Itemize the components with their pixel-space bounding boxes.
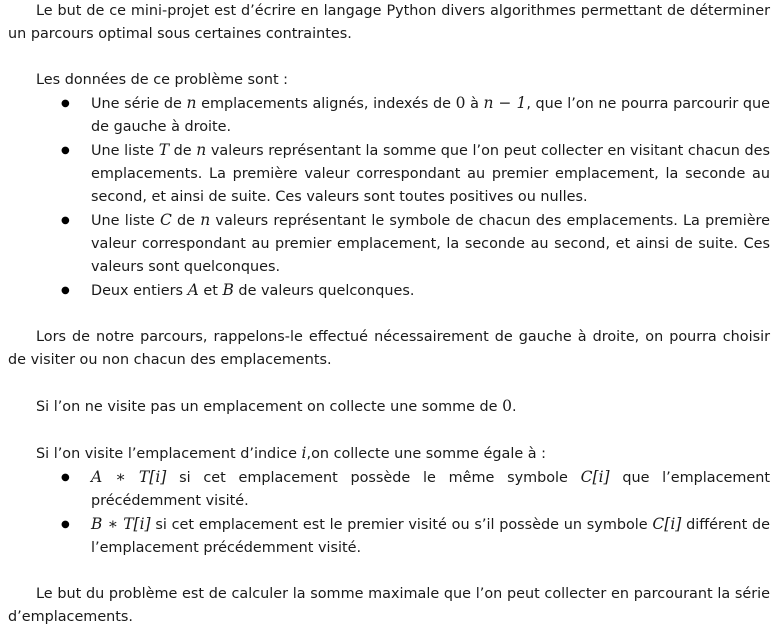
traversal-paragraph: Lors de notre parcours, rappelons-le effectué nécessairement de gauche à droite, on pourra choisir de visiter ou non chacun des emplacements. xyxy=(8,329,770,368)
list-item-symbols-c: ● Une liste C de n valeurs représentant le symbole de chacun des emplacements. La première valeur correspondant au premier emplacement, la seconde au second, et ainsi de suite. Ces valeurs sont quelconques. xyxy=(8,209,770,279)
spacer xyxy=(8,372,770,395)
list-item-values-t: ● Une liste T de n valeurs représentant la somme que l’on peut collecter en visitant chacun des emplacements. La première valeur correspondant au premier emplacement, la seconde au second, et ainsi de suite. Ces valeurs sont toutes positives ou nulles. xyxy=(8,139,770,209)
list-item-locations: ● Une série de n emplacements alignés, indexés de 0 à n − 1, que l’on ne pourra parcourir que de gauche à droite. xyxy=(8,92,770,139)
list-item-different-symbol: ● B ∗ T[i] si cet emplacement est le premier visité ou s’il possède un symbole C[i] différent de l’emplacement précédemment visité. xyxy=(8,513,770,560)
list-item-integers-ab: ● Deux entiers A et B de valeurs quelconques. xyxy=(8,279,770,303)
list-item-same-symbol: ● A ∗ T[i] si cet emplacement possède le même symbole C[i] que l’emplacement précédemment visité. xyxy=(8,466,770,513)
data-intro-paragraph: Les données de ce problème sont : xyxy=(36,72,289,88)
spacer xyxy=(8,46,770,69)
data-list xyxy=(8,92,770,303)
visited-paragraph: Si l’on visite l’emplacement d’indice i,on collecte une somme égale à : xyxy=(36,444,547,462)
goal-paragraph: Le but du problème est de calculer la somme maximale que l’on peut collecter en parcourant la série d’emplacements. xyxy=(8,586,770,625)
intro-paragraph: Le but de ce mini-projet est d’écrire en langage Python divers algorithmes permettant de déterminer un parcours optimal sous certaines contraintes. xyxy=(8,3,770,42)
rules-list xyxy=(8,466,770,560)
spacer xyxy=(8,419,770,442)
spacer xyxy=(8,303,770,326)
document-page xyxy=(8,0,770,629)
not-visited-paragraph: Si l’on ne visite pas un emplacement on collecte une somme de 0. xyxy=(36,397,517,415)
spacer xyxy=(8,560,770,583)
